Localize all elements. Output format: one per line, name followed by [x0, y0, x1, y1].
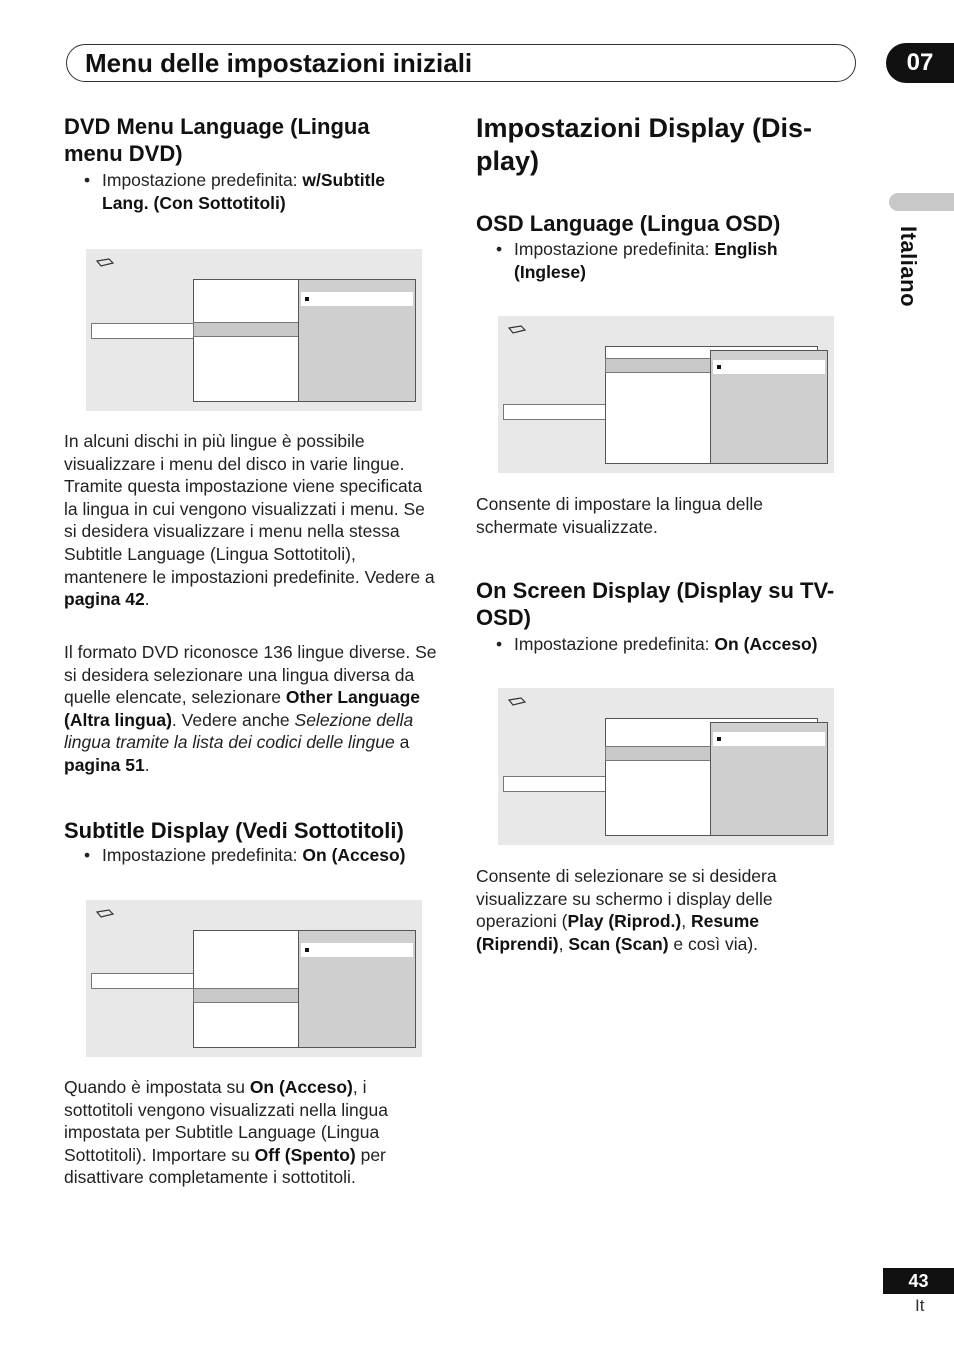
header-bar: [66, 44, 856, 82]
menu-level3-panel: [710, 350, 828, 464]
on-screen-display-heading: On Screen Display (Display su TV-OSD): [476, 578, 835, 630]
page-title: Menu delle impostazioni iniziali: [85, 48, 473, 78]
osd-language-default: • Impostazione predefinita: English (Inglese): [496, 239, 778, 282]
disc-icon: [95, 909, 115, 919]
menu-level3-panel: [298, 930, 416, 1048]
selection-marker-icon: [305, 297, 309, 301]
bullet-glyph: •: [496, 634, 503, 654]
menu-level1-item: [91, 323, 197, 339]
menu-screen-on-screen-display: [498, 688, 834, 845]
menu-level2-selected: [605, 358, 712, 373]
menu-screen-subtitle-display: [86, 900, 422, 1057]
language-tab: [889, 193, 954, 211]
bullet-glyph: •: [496, 239, 503, 259]
on-screen-display-description: Consente di selezionare se si desidera visualizzare su schermo i display delle operazioni (Play (Riprod.), Resume (Riprendi), Scan (Scan) e così via).: [476, 866, 777, 954]
bullet-glyph: •: [84, 170, 91, 190]
osd-language-description: Consente di impostare la lingua delle schermate visualizzate.: [476, 494, 763, 537]
menu-screen-osd-language: [498, 316, 834, 473]
dvd-menu-description: In alcuni dischi in più lingue è possibile visualizzare i menu del disco in varie lingue. Tramite questa impostazione viene specificata la lingua in cui vengono visualizzati i menu. Se si desidera visualizzare i menu nella stessa Subtitle Language (Lingua Sottotitoli), mantenere le impostazioni predefinite. Vedere a pagina 42.: [64, 431, 435, 610]
language-label: Italiano: [896, 226, 921, 308]
menu-option-selected: [713, 360, 825, 374]
menu-level1-item: [503, 776, 609, 792]
menu-option-selected: [301, 943, 413, 957]
disc-icon: [507, 697, 527, 707]
display-section-heading: Impostazioni Display (Dis-play): [476, 113, 813, 176]
menu-screen-dvd-menu: [86, 249, 422, 411]
subtitle-display-description: Quando è impostata su On (Acceso), i sottotitoli vengono visualizzati nella lingua impostata per Subtitle Language (Lingua Sottotitoli). Importare su Off (Spento) per disattivare completamente i sottotitoli.: [64, 1077, 388, 1188]
subtitle-display-default: • Impostazione predefinita: On (Acceso): [84, 845, 406, 865]
page-number: 43: [883, 1268, 954, 1294]
disc-icon: [507, 325, 527, 335]
menu-level2-selected: [605, 746, 712, 761]
menu-level3-panel: [298, 279, 416, 402]
menu-level1-item: [91, 973, 197, 989]
osd-language-heading: OSD Language (Lingua OSD): [476, 211, 781, 236]
dvd-menu-heading: DVD Menu Language (Lingua menu DVD): [64, 114, 370, 166]
menu-level3-panel: [710, 722, 828, 836]
selection-marker-icon: [305, 948, 309, 952]
dvd-menu-default: • Impostazione predefinita: w/Subtitle Lang. (Con Sottotitoli): [84, 170, 386, 213]
page-language-code: It: [915, 1296, 925, 1315]
bullet-glyph: •: [84, 845, 91, 865]
chapter-badge: 07: [886, 43, 954, 83]
menu-option-selected: [713, 732, 825, 746]
selection-marker-icon: [717, 737, 721, 741]
disc-icon: [95, 258, 115, 268]
menu-level2-selected: [193, 322, 300, 337]
menu-level2-selected: [193, 988, 300, 1003]
dvd-menu-other-language: Il formato DVD riconosce 136 lingue diverse. Se si desidera selezionare una lingua diversa da quelle elencate, selezionare Other Language (Altra lingua). Vedere anche Selezione della lingua tramite la lista dei codici delle lingue a pagina 51.: [64, 642, 437, 775]
selection-marker-icon: [717, 365, 721, 369]
menu-level1-item: [503, 404, 609, 420]
menu-option-selected: [301, 292, 413, 306]
on-screen-display-default: • Impostazione predefinita: On (Acceso): [496, 634, 818, 654]
subtitle-display-heading: Subtitle Display (Vedi Sottotitoli): [64, 818, 404, 843]
